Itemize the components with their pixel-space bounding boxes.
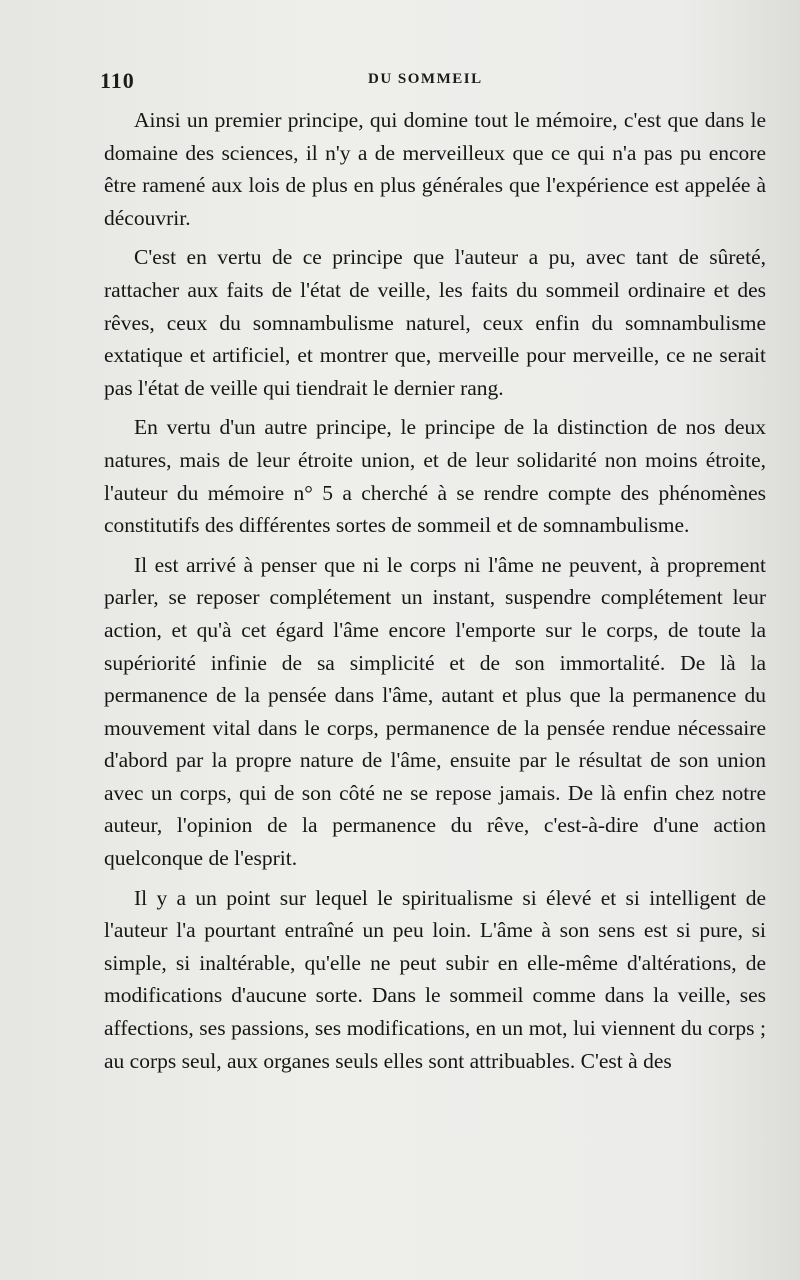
paragraph: Ainsi un premier principe, qui domine tout le mémoire, c'est que dans le domaine des sciences, il n'y a de merveilleux que ce qui n'a pas pu encore être ramené aux lois de plus en plus générales que l'expérience est appelée à découvrir. — [104, 108, 766, 230]
body-text — [104, 104, 766, 1084]
page-header — [100, 68, 760, 98]
paragraph: En vertu d'un autre principe, le principe de la distinction de nos deux natures, mais de leur étroite union, et de leur solidarité non moins étroite, l'auteur du mémoire n° 5 a cherché à se rendre compte des phénomènes constitutifs des différentes sortes de sommeil et de somnambulisme. — [104, 415, 766, 538]
paragraph: Il y a un point sur lequel le spiritualisme si élevé et si intelligent de l'auteur l'a pourtant entraîné un peu loin. L'âme à son sens est si pure, si simple, si inaltérable, qu'elle ne peut subir en elle-même d'altérations, de modifications d'aucune sorte. Dans le sommeil comme dans la veille, ses affections, ses passions, ses modifications, en un mot, lui viennent du corps ; au corps seul, aux organes seuls elles sont attribuables. C'est à des — [104, 885, 766, 1073]
paragraph: C'est en vertu de ce principe que l'auteur a pu, avec tant de sûreté, rattacher aux faits de l'état de veille, les faits du sommeil ordinaire et des rêves, ceux du somnambulisme naturel, ceux enfin du somnambulisme extatique et artificiel, et montrer que, merveille pour merveille, ce ne serait pas l'état de veille qui tiendrait le dernier rang. — [104, 245, 766, 400]
page-number: 110 — [100, 68, 135, 93]
paragraph: Il est arrivé à penser que ni le corps ni l'âme ne peuvent, à proprement parler, se reposer complétement un instant, suspendre complétement leur action, et qu'à cet égard l'âme encore l'emporte sur le corps, de toute la supériorité infinie de sa simplicité et de son immortalité. De là la permanence de la pensée dans l'âme, autant et plus que la permanence du mouvement vital dans le corps, permanence de la pensée rendue nécessaire d'abord par la propre nature de l'âme, ensuite par le résultat de son union avec un corps, qui de son côté ne se repose jamais. De là enfin chez notre auteur, l'opinion de la permanence du rêve, c'est-à-dire d'une action quelconque de l'esprit. — [104, 552, 766, 871]
running-title: DU SOMMEIL — [368, 71, 483, 87]
